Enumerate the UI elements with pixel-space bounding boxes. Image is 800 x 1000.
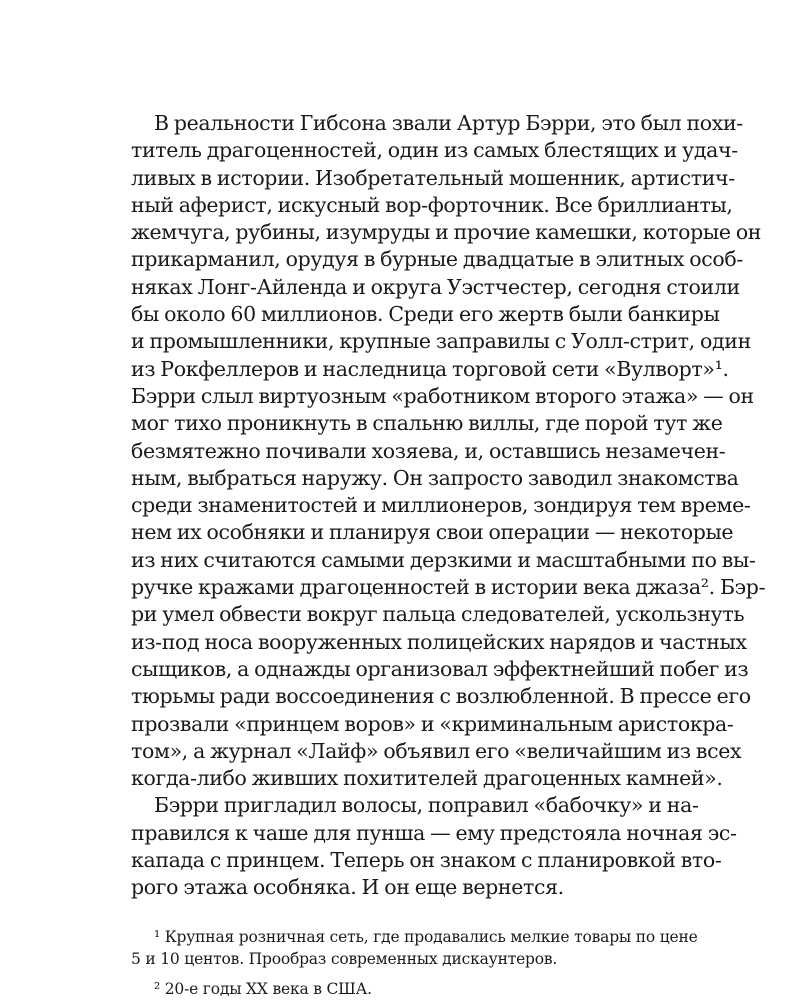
paragraph-1-line: ливых в истории. Изобретательный мошенник, артистич-	[131, 165, 735, 190]
paragraph-2-line: правился к чаше для пунша — ему предстояла ночная эс-	[131, 820, 737, 845]
paragraph-1-line: из-под носа вооруженных полицейских нарядов и частных	[131, 629, 747, 654]
footnote-1-line: 5 и 10 центов. Прообраз современных дискаунтеров.	[131, 949, 558, 968]
paragraph-1-line: из Рокфеллеров и наследница торговой сети «Вулворт»¹.	[131, 356, 729, 381]
paragraph-1-line: и промышленники, крупные заправилы с Уолл-стрит, один	[131, 329, 751, 354]
paragraph-1-line: бы около 60 миллионов. Среди его жертв были банкиры	[131, 302, 720, 327]
paragraph-1-line: титель драгоценностей, один из самых блестящих и удач-	[131, 138, 738, 163]
paragraph-1-line: В реальности Гибсона звали Артур Бэрри, это был похи-	[154, 111, 743, 135]
footnotes	[131, 926, 698, 1000]
paragraph-1-line: прозвали «принцем воров» и «криминальным аристокра-	[131, 711, 734, 736]
paragraph-2-line: капада с принцем. Теперь он знаком с планировкой вто-	[131, 848, 722, 873]
paragraph-1-line: том», а журнал «Лайф» объявил его «величайшим из всех	[131, 738, 742, 763]
paragraph-1-line: сыщиков, а однажды организовал эффектнейший побег из	[131, 656, 749, 681]
paragraph-1-line: Бэрри слыл виртуозным «работником второго этажа» — он	[131, 383, 754, 408]
paragraph-1-line: среди знаменитостей и миллионеров, зондируя тем време-	[131, 493, 751, 518]
paragraph-1-line: ным, выбраться наружу. Он запросто заводил знакомства	[131, 465, 739, 490]
paragraph-1-line: ри умел обвести вокруг пальца следователей, ускользнуть	[131, 602, 745, 627]
paragraph-1-line: из них считаются самыми дерзкими и масштабными по вы-	[131, 547, 756, 572]
paragraph-1-line: няках Лонг-Айленда и округа Уэстчестер, сегодня стоили	[131, 274, 740, 299]
paragraph-1-line: ручке кражами драгоценностей в истории века джаза². Бэр-	[131, 575, 766, 600]
paragraph-1-line: нем их особняки и планируя свои операции — некоторые	[131, 520, 734, 545]
paragraph-1-line: жемчуга, рубины, изумруды и прочие камешки, которые он	[131, 220, 762, 245]
paragraph-1-line: безмятежно почивали хозяева, и, оставшись незамечен-	[131, 438, 726, 463]
paragraph-2-line: Бэрри пригладил волосы, поправил «бабочку» и на-	[154, 793, 699, 818]
paragraph-2-line: рого этажа особняка. И он еще вернется.	[131, 875, 564, 900]
paragraph-1-line: мог тихо проникнуть в спальню виллы, где порой тут же	[131, 411, 723, 436]
paragraph-1-line: ный аферист, искусный вор-форточник. Все бриллианты,	[131, 192, 733, 217]
footnote-1-line: ¹ Крупная розничная сеть, где продавались мелкие товары по цене	[154, 927, 698, 946]
book-page	[131, 110, 766, 1000]
footnote-2: ² 20-е годы XX века в США.	[154, 979, 372, 998]
paragraph-1-line: тюрьмы ради воссоединения с возлюбленной. В прессе его	[131, 684, 751, 709]
paragraph-1-line: прикарманил, орудуя в бурные двадцатые в элитных особ-	[131, 247, 743, 272]
main-text	[131, 110, 766, 902]
paragraph-1-line: когда-либо живших похитителей драгоценных камней».	[131, 766, 723, 791]
